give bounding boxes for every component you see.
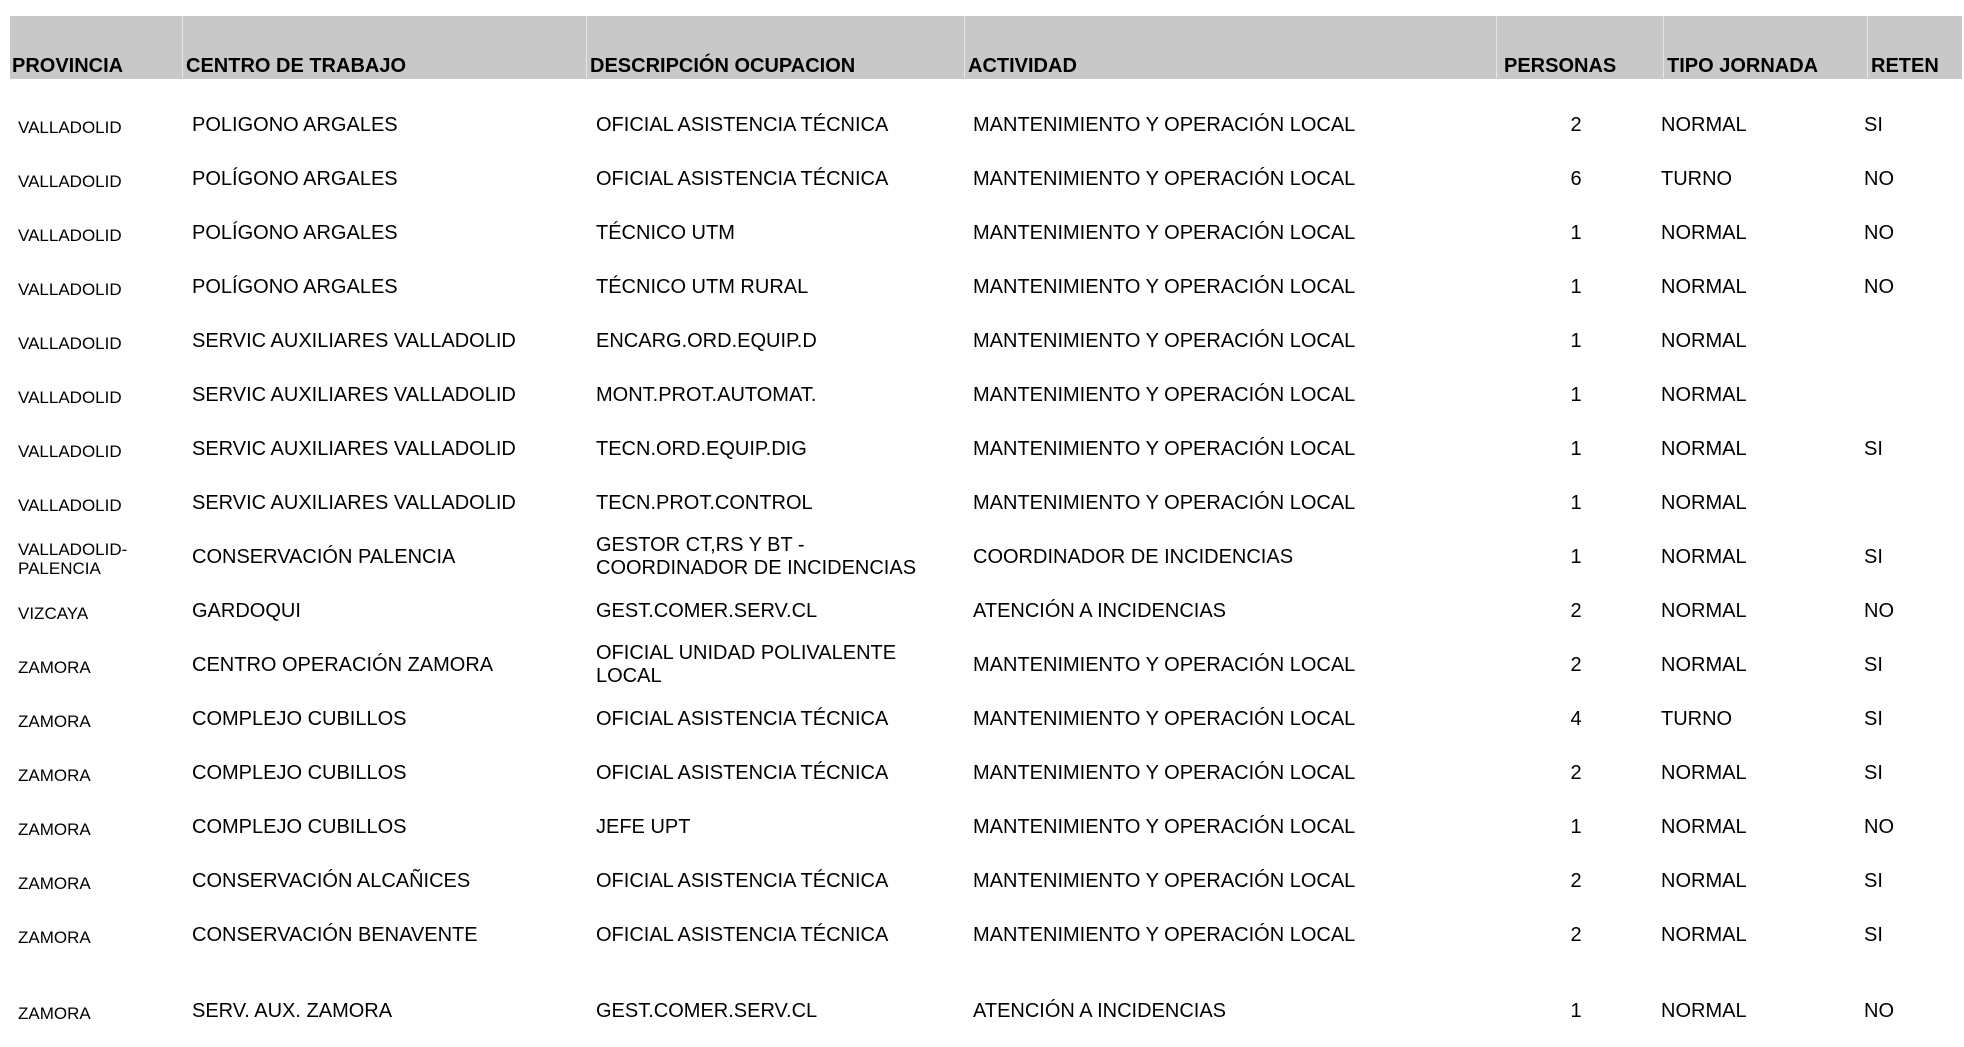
cell-provincia: VALLADOLID	[18, 495, 122, 515]
header-personas: PERSONAS	[1496, 16, 1663, 79]
cell-actividad: MANTENIMIENTO Y OPERACIÓN LOCAL	[973, 923, 1356, 946]
cell-descripcion: GEST.COMER.SERV.CL	[596, 999, 818, 1022]
cell-personas: 1	[1570, 491, 1582, 514]
cell-actividad: MANTENIMIENTO Y OPERACIÓN LOCAL	[973, 761, 1356, 784]
table-row	[0, 98, 1964, 152]
cell-tipo-jornada: NORMAL	[1661, 761, 1747, 784]
cell-descripcion: OFICIAL ASISTENCIA TÉCNICA	[596, 869, 889, 892]
cell-centro: CONSERVACIÓN BENAVENTE	[192, 923, 478, 946]
cell-tipo-jornada: NORMAL	[1661, 545, 1747, 568]
cell-tipo-jornada: NORMAL	[1661, 491, 1747, 514]
cell-actividad: MANTENIMIENTO Y OPERACIÓN LOCAL	[973, 437, 1356, 460]
cell-centro: SERV. AUX. ZAMORA	[192, 999, 393, 1022]
cell-tipo-jornada: NORMAL	[1661, 815, 1747, 838]
cell-personas: 6	[1570, 167, 1582, 190]
cell-provincia: VALLADOLID	[18, 171, 122, 191]
header-provincia: PROVINCIA	[12, 55, 124, 77]
table-row	[0, 584, 1964, 638]
cell-provincia: VALLADOLID	[18, 387, 122, 407]
table-row	[0, 692, 1964, 746]
cell-descripcion: TÉCNICO UTM	[596, 221, 735, 244]
table-row	[0, 984, 1964, 1038]
cell-personas: 1	[1570, 437, 1582, 460]
cell-reten: SI	[1864, 653, 1883, 676]
table-row	[0, 368, 1964, 422]
cell-descripcion: GESTOR CT,RS Y BT - COORDINADOR DE INCIDENCIAS	[596, 534, 917, 579]
table-row	[0, 854, 1964, 908]
table-row	[0, 530, 1964, 584]
cell-descripcion: JEFE UPT	[596, 815, 691, 838]
cell-centro: SERVIC AUXILIARES VALLADOLID	[192, 383, 516, 406]
cell-actividad: MANTENIMIENTO Y OPERACIÓN LOCAL	[973, 383, 1356, 406]
cell-centro: CONSERVACIÓN PALENCIA	[192, 545, 456, 568]
header-tipo-jornada: TIPO JORNADA	[1663, 16, 1867, 79]
cell-centro: COMPLEJO CUBILLOS	[192, 761, 407, 784]
cell-centro: CONSERVACIÓN ALCAÑICES	[192, 869, 471, 892]
cell-descripcion: OFICIAL ASISTENCIA TÉCNICA	[596, 113, 889, 136]
table-row	[0, 422, 1964, 476]
cell-reten: NO	[1864, 221, 1894, 244]
cell-provincia: ZAMORA	[18, 657, 91, 677]
cell-tipo-jornada: TURNO	[1661, 167, 1733, 190]
cell-tipo-jornada: NORMAL	[1661, 599, 1747, 622]
cell-personas: 1	[1570, 329, 1582, 352]
cell-provincia: ZAMORA	[18, 819, 91, 839]
cell-provincia: ZAMORA	[18, 1003, 91, 1023]
cell-tipo-jornada: NORMAL	[1661, 999, 1747, 1022]
cell-tipo-jornada: NORMAL	[1661, 329, 1747, 352]
cell-centro: POLÍGONO ARGALES	[192, 167, 398, 190]
table-row	[0, 152, 1964, 206]
cell-personas: 2	[1570, 869, 1582, 892]
cell-provincia: VALLADOLID	[18, 225, 122, 245]
cell-centro: SERVIC AUXILIARES VALLADOLID	[192, 491, 516, 514]
cell-personas: 1	[1570, 999, 1582, 1022]
header-reten: RETEN	[1867, 16, 1962, 79]
table-row	[0, 908, 1964, 962]
cell-personas: 2	[1570, 923, 1582, 946]
cell-centro: COMPLEJO CUBILLOS	[192, 815, 407, 838]
cell-personas: 2	[1570, 113, 1582, 136]
cell-provincia: VALLADOLID	[18, 441, 122, 461]
cell-descripcion: OFICIAL ASISTENCIA TÉCNICA	[596, 923, 889, 946]
table-row	[0, 746, 1964, 800]
cell-descripcion: OFICIAL ASISTENCIA TÉCNICA	[596, 167, 889, 190]
cell-personas: 1	[1570, 383, 1582, 406]
cell-reten: NO	[1864, 167, 1894, 190]
cell-provincia: VALLADOLID	[18, 117, 122, 137]
cell-centro: SERVIC AUXILIARES VALLADOLID	[192, 329, 516, 352]
cell-personas: 1	[1570, 221, 1582, 244]
cell-actividad: MANTENIMIENTO Y OPERACIÓN LOCAL	[973, 167, 1356, 190]
cell-reten: NO	[1864, 275, 1894, 298]
cell-descripcion: TÉCNICO UTM RURAL	[596, 275, 809, 298]
cell-reten	[1864, 368, 1954, 422]
cell-centro: GARDOQUI	[192, 599, 301, 622]
cell-centro: POLÍGONO ARGALES	[192, 275, 398, 298]
table-row	[0, 800, 1964, 854]
cell-reten: SI	[1864, 761, 1883, 784]
cell-reten: SI	[1864, 545, 1883, 568]
cell-provincia: VALLADOLID- PALENCIA	[18, 540, 128, 578]
cell-reten: NO	[1864, 999, 1894, 1022]
cell-provincia: ZAMORA	[18, 765, 91, 785]
cell-tipo-jornada: NORMAL	[1661, 653, 1747, 676]
cell-descripcion: GEST.COMER.SERV.CL	[596, 599, 818, 622]
cell-reten: NO	[1864, 815, 1894, 838]
cell-actividad: MANTENIMIENTO Y OPERACIÓN LOCAL	[973, 491, 1356, 514]
cell-descripcion: OFICIAL ASISTENCIA TÉCNICA	[596, 761, 889, 784]
cell-actividad: MANTENIMIENTO Y OPERACIÓN LOCAL	[973, 653, 1356, 676]
cell-tipo-jornada: NORMAL	[1661, 923, 1747, 946]
cell-actividad: MANTENIMIENTO Y OPERACIÓN LOCAL	[973, 707, 1356, 730]
header-centro: CENTRO DE TRABAJO	[182, 16, 586, 79]
cell-tipo-jornada: NORMAL	[1661, 437, 1747, 460]
header-descripcion: DESCRIPCIÓN OCUPACION	[586, 16, 964, 79]
cell-centro: POLIGONO ARGALES	[192, 113, 398, 136]
cell-centro: CENTRO OPERACIÓN ZAMORA	[192, 653, 494, 676]
cell-descripcion: OFICIAL ASISTENCIA TÉCNICA	[596, 707, 889, 730]
cell-tipo-jornada: NORMAL	[1661, 869, 1747, 892]
cell-personas: 2	[1570, 599, 1582, 622]
cell-provincia: VALLADOLID	[18, 333, 122, 353]
cell-provincia: ZAMORA	[18, 927, 91, 947]
cell-descripcion: TECN.ORD.EQUIP.DIG	[596, 437, 807, 460]
cell-reten: SI	[1864, 923, 1883, 946]
cell-tipo-jornada: TURNO	[1661, 707, 1733, 730]
cell-actividad: MANTENIMIENTO Y OPERACIÓN LOCAL	[973, 869, 1356, 892]
cell-provincia: VIZCAYA	[18, 603, 89, 623]
cell-tipo-jornada: NORMAL	[1661, 113, 1747, 136]
cell-descripcion: MONT.PROT.AUTOMAT.	[596, 383, 817, 406]
table-row	[0, 638, 1964, 692]
table-row	[0, 314, 1964, 368]
cell-actividad: MANTENIMIENTO Y OPERACIÓN LOCAL	[973, 275, 1356, 298]
cell-reten: SI	[1864, 113, 1883, 136]
cell-personas: 1	[1570, 275, 1582, 298]
cell-actividad: MANTENIMIENTO Y OPERACIÓN LOCAL	[973, 221, 1356, 244]
cell-actividad: MANTENIMIENTO Y OPERACIÓN LOCAL	[973, 815, 1356, 838]
cell-personas: 2	[1570, 653, 1582, 676]
cell-reten	[1864, 476, 1954, 530]
cell-centro: SERVIC AUXILIARES VALLADOLID	[192, 437, 516, 460]
cell-actividad: ATENCIÓN A INCIDENCIAS	[973, 999, 1227, 1022]
table-row	[0, 206, 1964, 260]
cell-centro: POLÍGONO ARGALES	[192, 221, 398, 244]
cell-actividad: COORDINADOR DE INCIDENCIAS	[973, 545, 1294, 568]
cell-centro: COMPLEJO CUBILLOS	[192, 707, 407, 730]
cell-provincia: ZAMORA	[18, 711, 91, 731]
cell-descripcion: TECN.PROT.CONTROL	[596, 491, 813, 514]
cell-tipo-jornada: NORMAL	[1661, 275, 1747, 298]
cell-tipo-jornada: NORMAL	[1661, 221, 1747, 244]
cell-reten: NO	[1864, 599, 1894, 622]
table-row	[0, 260, 1964, 314]
cell-personas: 1	[1570, 815, 1582, 838]
table-row	[0, 476, 1964, 530]
cell-personas: 4	[1570, 707, 1582, 730]
cell-reten: SI	[1864, 869, 1883, 892]
cell-tipo-jornada: NORMAL	[1661, 383, 1747, 406]
cell-personas: 2	[1570, 761, 1582, 784]
cell-actividad: MANTENIMIENTO Y OPERACIÓN LOCAL	[973, 329, 1356, 352]
cell-reten	[1864, 314, 1954, 368]
cell-descripcion: ENCARG.ORD.EQUIP.D	[596, 329, 817, 352]
cell-reten: SI	[1864, 437, 1883, 460]
cell-provincia: ZAMORA	[18, 873, 91, 893]
cell-actividad: MANTENIMIENTO Y OPERACIÓN LOCAL	[973, 113, 1356, 136]
table-header	[10, 16, 1962, 79]
header-actividad: ACTIVIDAD	[964, 16, 1496, 79]
cell-reten: SI	[1864, 707, 1883, 730]
cell-actividad: ATENCIÓN A INCIDENCIAS	[973, 599, 1227, 622]
cell-descripcion: OFICIAL UNIDAD POLIVALENTE LOCAL	[596, 642, 897, 687]
cell-provincia: VALLADOLID	[18, 279, 122, 299]
cell-personas: 1	[1570, 545, 1582, 568]
